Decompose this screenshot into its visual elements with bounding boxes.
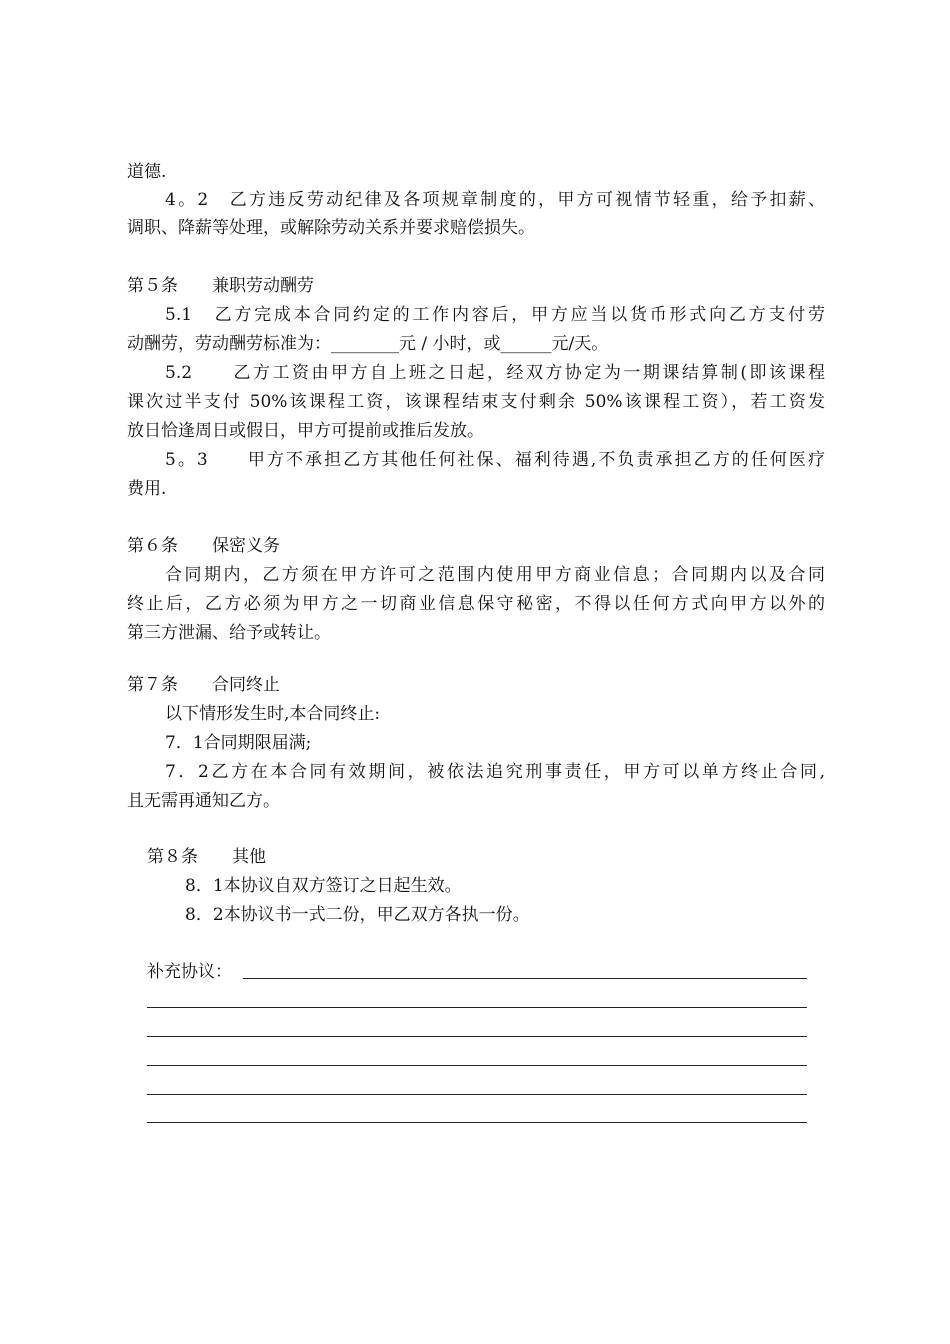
section-7-title: 第７条 合同终止 [127, 675, 280, 695]
text-line: 费用. [127, 479, 167, 499]
clause-5-1: 5.1 乙方完成本合同约定的工作内容后，甲方应当以货币形式向乙方支付劳 [165, 305, 825, 325]
section-5-title: 第５条 兼职劳动酬劳 [127, 276, 314, 296]
text-line: 调职、降薪等处理，或解除劳动关系并要求赔偿损失。 [127, 218, 535, 238]
section-6-title: 第６条 保密义务 [127, 536, 280, 556]
clause-5-2: 5.2 乙方工资由甲方自上班之日起，经双方协定为一期课结算制(即该课程 [165, 363, 825, 383]
text-line: 合同期内，乙方须在甲方许可之范围内使用甲方商业信息；合同期内以及合同 [165, 565, 825, 585]
text-line: 放日恰逢周日或假日，甲方可提前或推后发放。 [127, 421, 484, 441]
supplement-blank-line [147, 1094, 807, 1095]
section-8-title: 第８条 其他 [147, 847, 266, 867]
clause-5-3: 5。3 甲方不承担乙方其他任何社保、福利待遇,不负责承担乙方的任何医疗 [165, 450, 825, 470]
text-line: 道德. [127, 162, 167, 182]
clause-8-1: 8．1本协议自双方签订之日起生效。 [185, 876, 462, 896]
supplement-blank-line [243, 978, 807, 979]
text-line: 且无需再通知乙方。 [127, 791, 280, 811]
clause-7-1: 7．1合同期限届满; [165, 733, 312, 753]
text-line: 第三方泄漏、给予或转让。 [127, 623, 331, 643]
text-line: 以下情形发生时,本合同终止: [165, 704, 381, 724]
supplement-blank-line [147, 1007, 807, 1008]
supplement-blank-line [147, 1036, 807, 1037]
clause-4-2: 4。2 乙方违反劳动纪律及各项规章制度的，甲方可视情节轻重，给予扣薪、 [165, 190, 825, 210]
text-line: 课次过半支付 50%该课程工资，该课程结束支付剩余 50%该课程工资），若工资发 [127, 392, 825, 412]
supplement-blank-line [147, 1065, 807, 1066]
text-line: 终止后，乙方必须为甲方之一切商业信息保守秘密，不得以任何方式向甲方以外的 [127, 594, 825, 614]
supplement-label: 补充协议： [147, 962, 232, 982]
supplement-blank-line [147, 1122, 807, 1123]
clause-7-2: 7．2乙方在本合同有效期间，被依法追究刑事责任，甲方可以单方终止合同, [165, 762, 825, 782]
text-line: 动酬劳，劳动酬劳标准为：________元 / 小时，或______元/天。 [127, 334, 609, 354]
clause-8-2: 8．2本协议书一式二份，甲乙双方各执一份。 [185, 905, 530, 925]
